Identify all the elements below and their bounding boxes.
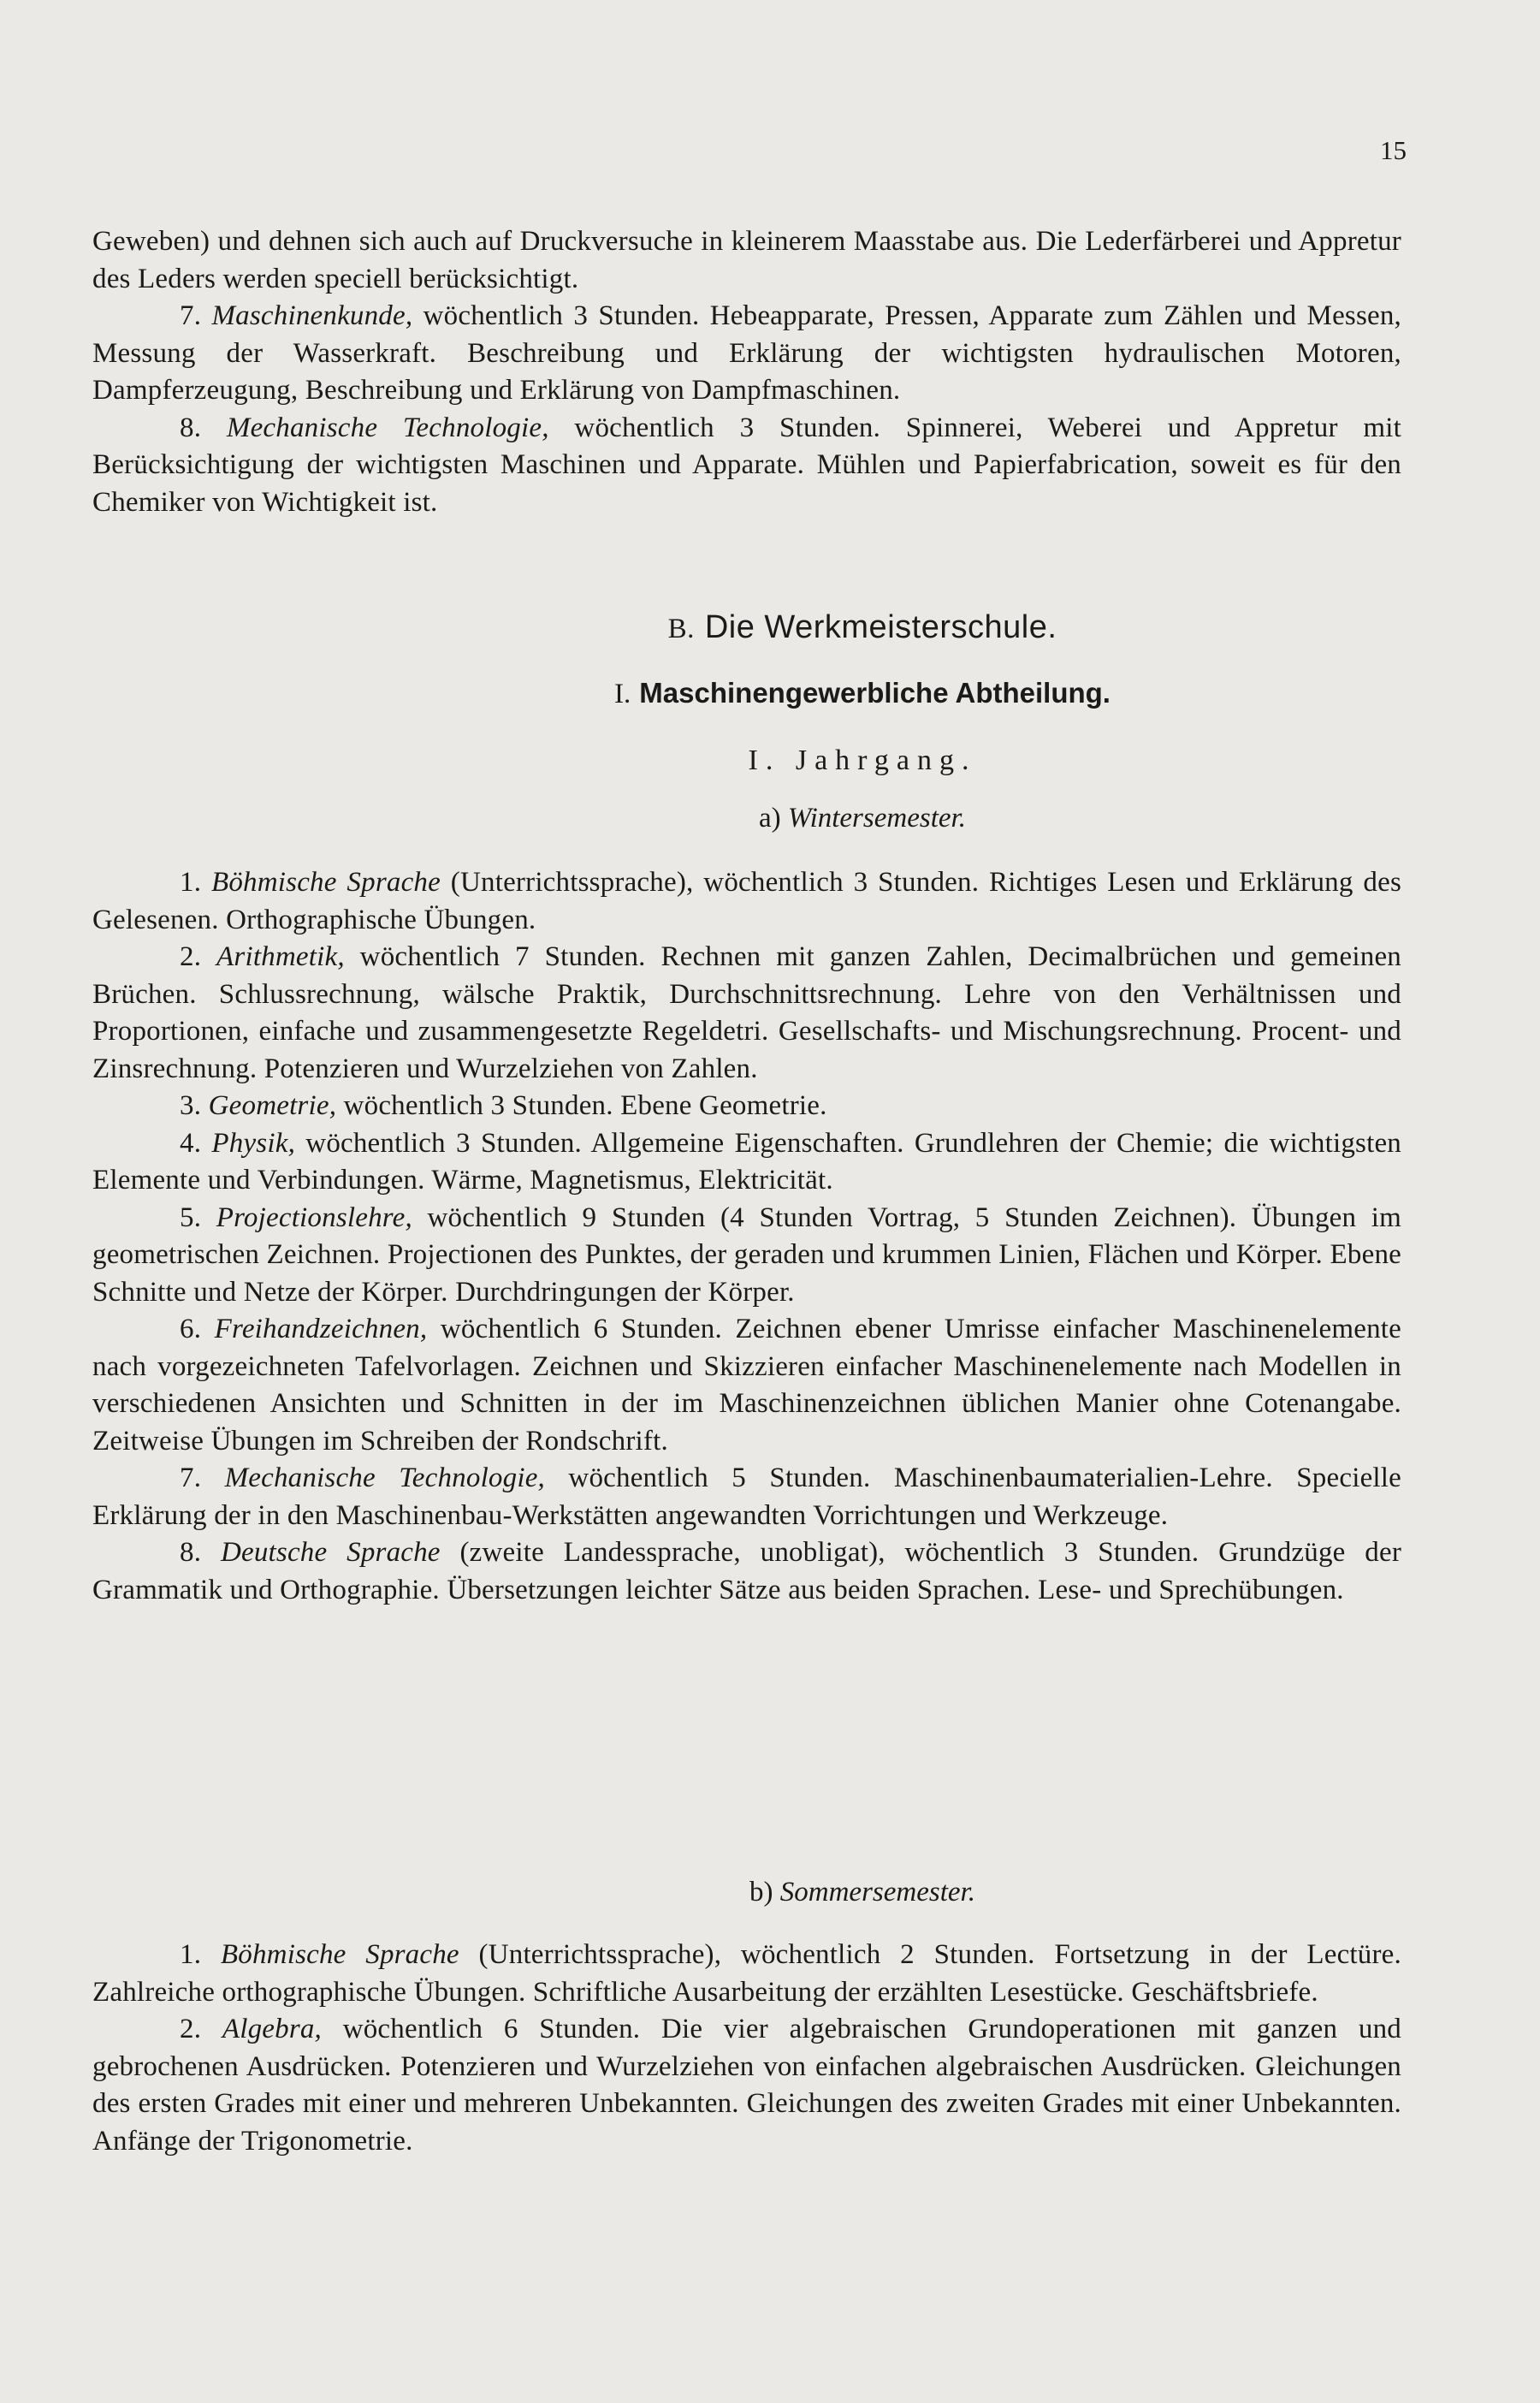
intro-block [92, 223, 1401, 521]
page-number: 15 [1380, 135, 1407, 165]
course-subject: Maschinenkunde, [211, 300, 413, 331]
course-subject: Mechanische Technologie, [224, 1463, 546, 1493]
course-item: 8. Deutsche Sprache (zweite Landessprache, unobligat), wöchentlich 3 Stunden. Grundzüge der Grammatik und Orthographie. Übersetzungen leichter Sätze aus beiden Sprachen. Lese- und Sprechübungen. [92, 1537, 1402, 1605]
course-item: 7. Mechanische Technologie, wöchentlich 5 Stunden. Maschinenbaumaterialien-Lehre. Specielle Erklärung der in den Maschinenbau-Werkstätten angewandten Vorrichtungen und Werkzeuge. [92, 1463, 1402, 1531]
course-subject: Freihandzeichnen, [214, 1314, 428, 1344]
intro-paragraph: Geweben) und dehnen sich auch auf Druckversuche in kleinerem Maasstabe aus. Die Lederfärberei und Appretur des Leders werden speciell berücksichtigt. [92, 226, 1401, 294]
course-subject: Geometrie, [208, 1090, 337, 1121]
course-item: 1. Böhmische Sprache (Unterrichtssprache), wöchentlich 3 Stunden. Richtiges Lesen und Erklärung des Gelesenen. Orthographische Übungen. [92, 867, 1401, 935]
course-subject: Physik, [211, 1127, 296, 1159]
section-heading-b: B. Die Werkmeisterschule. [667, 609, 1057, 645]
course-item: 2. Algebra, wöchentlich 6 Stunden. Die vier algebraischen Grundoperationen mit ganzen und gebrochenen Ausdrücken. Potenzieren und Wurzelziehen von einfachen algebraischen Ausdrücken. Gleichungen des ersten Grades mit einer und mehreren Unbekannten. Gleichungen des zweiten Grades mit einer Unbekannten. Anfänge der Trigonometrie. [92, 2014, 1402, 2157]
course-subject: Böhmische Sprache [211, 867, 441, 898]
course-item: 1. Böhmische Sprache (Unterrichtssprache), wöchentlich 2 Stunden. Fortsetzung in der Lectüre. Zahlreiche orthographische Übungen. Schriftliche Ausarbeitung der erzählten Lesestücke. Geschäftsbriefe. [92, 1939, 1401, 2008]
summer-courses [92, 1937, 1401, 2160]
winter-semester-heading: a) Wintersemester. [759, 803, 966, 834]
course-subject: Deutsche Sprache [220, 1537, 441, 1568]
course-subject: Projectionslehre, [216, 1202, 412, 1233]
course-item: 8. Mechanische Technologie, wöchentlich 3 Stunden. Spinnerei, Weberei und Appretur mit Berücksichtigung der wichtigsten Maschinen und Apparate. Mühlen und Papierfabrication, soweit es für den Chemiker von Wichtigkeit ist. [92, 412, 1401, 518]
course-item: 5. Projectionslehre, wöchentlich 9 Stunden (4 Stunden Vortrag, 5 Stunden Zeichnen). Übungen im geometrischen Zeichnen. Projectionen des Punktes, der geraden und krummen Linien, Flächen und Körper. Ebene Schnitte und Netze der Körper. Durchdringungen der Körper. [92, 1202, 1402, 1308]
course-item: 3. Geometrie, wöchentlich 3 Stunden. Ebene Geometrie. [180, 1090, 827, 1121]
course-item: 2. Arithmetik, wöchentlich 7 Stunden. Rechnen mit ganzen Zahlen, Decimalbrüchen und gemeinen Brüchen. Schlussrechnung, wälsche Praktik, Durchschnittsrechnung. Lehre von den Verhältnissen und Proportionen, einfache und zusammengesetzte Regeldetri. Gesellschafts- und Mischungsrechnung. Procent- und Zinsrechnung. Potenzieren und Wurzelziehen von Zahlen. [92, 941, 1402, 1084]
course-subject: Böhmische Sprache [220, 1939, 459, 1970]
course-item: 4. Physik, wöchentlich 3 Stunden. Allgemeine Eigenschaften. Grundlehren der Chemie; die wichtigsten Elemente und Verbindungen. Wärme, Magnetismus, Elektricität. [92, 1127, 1401, 1196]
course-subject: Mechanische Technologie, [226, 412, 549, 443]
course-item: 6. Freihandzeichnen, wöchentlich 6 Stunden. Zeichnen ebener Umrisse einfacher Maschinenelemente nach vorgezeichneten Tafelvorlagen. Zeichnen und Skizzieren einfacher Maschinenelemente nach Modellen in verschiedenen Ansichten und Schnitten in der im Maschinenzeichnen üblichen Manier ohne Cotenangabe. Zeitweise Übungen im Schreiben der Rondschrift. [92, 1314, 1402, 1457]
year-heading: I. Jahrgang. [748, 745, 977, 776]
summer-semester-heading: b) Sommersemester. [749, 1877, 975, 1908]
course-subject: Algebra, [222, 2014, 323, 2044]
course-subject: Arithmetik, [216, 941, 345, 972]
course-item: 7. Maschinenkunde, wöchentlich 3 Stunden. Hebeapparate, Pressen, Apparate zum Zählen und Messen, Messung der Wasserkraft. Beschreibung und Erklärung der wichtigsten hydraulischen Motoren, Dampferzeugung, Beschreibung und Erklärung von Dampfmaschinen. [92, 300, 1401, 406]
winter-courses [92, 864, 1401, 1609]
section-heading-i: I. Maschinengewerbliche Abtheilung. [614, 677, 1111, 709]
